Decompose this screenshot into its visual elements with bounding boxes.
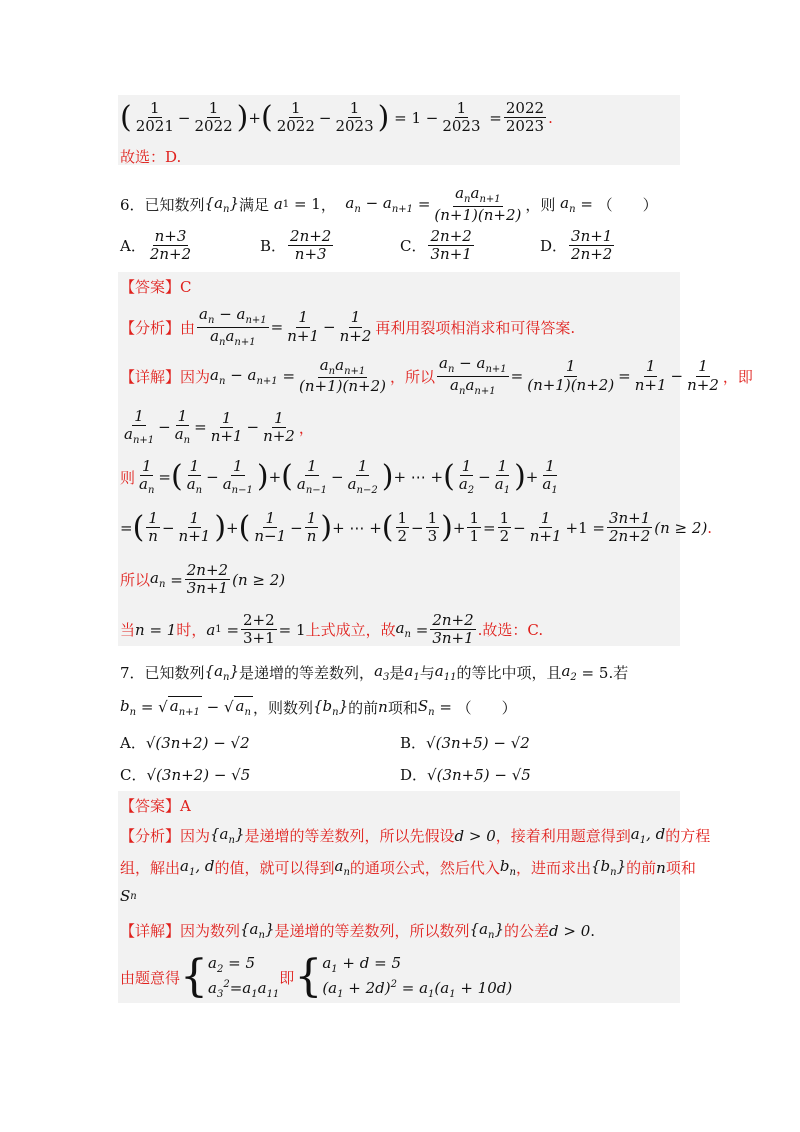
- q6-option-b-label: B．: [260, 237, 287, 256]
- q7-analysis-line3: S n: [120, 887, 137, 905]
- q7-stem-mid5: .若: [608, 664, 629, 682]
- q6-analysis-tail: 再利用裂项相消求和可得答案.: [375, 318, 576, 337]
- q6-then-line: 则 $\frac{1}{a_n}$ = ( $\frac{1}{a_n}$ − $\frac{1}{a_{n-1}}$ ) + ( $\frac{1}{a_{n-1}}$ − $\frac{1}{a_{n-2}}$ ) + ⋯ + ( $\frac{1}{a_2}$ − $\frac{1}{a_1}$ ) + $\frac{1}{a_1}$: [120, 457, 558, 497]
- q7-stem2-mid2: 的前: [348, 698, 379, 717]
- q7-option-a-expr: √(3n+2) − √2: [145, 733, 250, 752]
- q7-option-d-label: D．: [400, 766, 428, 784]
- q7-stem-line2: $b_n$ = √ $a_{n+1}$ − √ $a_n$ ，则数列 $\{b_n\}$ 的前 n 项和 $S_n$ = （ ）: [120, 696, 517, 718]
- q6-stem-mid1: 满足: [239, 195, 270, 214]
- q7-option-c-label: C．: [120, 766, 147, 784]
- q6-option-c-num: 2n+2: [430, 227, 472, 245]
- q6-detail: 【详解】因为 $a_n - a_{n+1}$ = $\frac{a_na_{n+1}}{(n+1)(n+2)}$ ，所以 $\frac{a_n - a_{n+1}}{a_na_{n+1}}$ = $\frac{1}{(n+1)(n+2)}$ = $\frac{1}{n+1}$ − $\frac{1}{n+2}$ ，即: [120, 354, 753, 397]
- q6-option-c-label: C．: [400, 237, 427, 256]
- q7-option-d-expr: √(3n+5) − √5: [427, 765, 531, 784]
- q6-option-d-den: 2n+2: [571, 245, 613, 264]
- q7-analysis-2a: 组，解出: [120, 859, 181, 877]
- q6-option-b[interactable]: [260, 228, 335, 264]
- q7-analysis-1d: 的方程: [665, 827, 711, 845]
- q7-option-b[interactable]: [400, 732, 530, 753]
- q7-stem-mid1: 是递增的等差数列，: [239, 664, 375, 682]
- q7-system-line: 由题意得 { $a_2 = 5$ $a_3^2=a_1a_{11}$ 即 { $a_1 + d = 5$ $(a_1 + 2d)^2 = a_1(a_1 + 10d)$: [120, 951, 513, 1002]
- q6-when-label: 当: [120, 621, 136, 640]
- q6-option-a-num: n+3: [154, 227, 187, 245]
- q6-answer: 【答案】C: [120, 278, 192, 296]
- q6-option-a-den: 2n+2: [149, 245, 192, 264]
- q6-when-tail1: 上式成立，故: [305, 621, 396, 640]
- q6-analysis: 【分析】由 $\frac{a_n - a_{n+1}}{a_na_{n+1}}$ = $\frac{1}{n+1}$ − $\frac{1}{n+2}$ 再利用裂项相消求和可得答案.: [120, 305, 576, 348]
- q7-answer: 【答案】A: [120, 797, 191, 815]
- q6-option-b-num: 2n+2: [290, 227, 332, 245]
- q7-analysis-2d: ，进而求出: [515, 859, 591, 877]
- q7-stem2-mid3: 项和: [387, 698, 418, 717]
- q7-stem2-end: （ ）: [456, 698, 517, 717]
- q6-so-line: 所以 $a_n$ = $\frac{2n+2}{3n+1}$ (n ≥ 2): [120, 561, 286, 598]
- q6-option-d[interactable]: [540, 228, 616, 264]
- q6-when-line: 当 n = 1 时， a 1 = $\frac{2+2}{3+1}$ = 1 上式成立，故 $a_n$ = $\frac{2n+2}{3n+1}$ .故选：C.: [120, 611, 544, 648]
- q6-detail-mid: ，所以: [389, 367, 435, 386]
- q6-then-label: 则: [120, 468, 136, 487]
- q7-detail-b: 是递增的等差数列，所以数列: [274, 922, 470, 940]
- top-choose: 故选：D.: [120, 148, 182, 166]
- q7-option-b-label: B．: [400, 734, 427, 752]
- q6-option-c[interactable]: [400, 228, 476, 264]
- q6-stem-end: （ ）: [597, 195, 658, 214]
- q6-stem-mid2: ，: [320, 195, 336, 214]
- q7-analysis-2c: 的通项公式，然后代入: [349, 859, 500, 877]
- q7-option-d[interactable]: [400, 764, 531, 785]
- q6-option-d-label: D．: [540, 237, 568, 256]
- q7-stem-mid2: 是: [389, 664, 405, 682]
- q6-option-a[interactable]: [120, 228, 195, 264]
- q7-analysis-2f: 项和: [665, 859, 696, 877]
- q7-detail-a: 【详解】因为数列: [120, 922, 241, 940]
- q7-option-a[interactable]: [120, 732, 250, 753]
- q7-detail-line1: 【详解】因为数列 $\{a_n\}$ 是递增的等差数列，所以数列 $\{a_n\}$ 的公差 d > 0 .: [120, 920, 596, 941]
- q7-stem-mid4: 的等比中项，且: [456, 664, 562, 682]
- q7-stem-prefix: 7．已知数列: [120, 664, 205, 682]
- q7-option-c-expr: √(3n+2) − √5: [146, 765, 251, 784]
- q7-analysis-2b: 的值，就可以得到: [214, 859, 335, 877]
- q7-analysis-line2: 组，解出 $a_1$, d 的值，就可以得到 $a_n$ 的通项公式，然后代入 $b_n$ ，进而求出 $\{b_n\}$ 的前 n 项和: [120, 857, 696, 878]
- q7-stem-mid3: 与: [419, 664, 435, 682]
- q6-option-b-den: n+3: [294, 245, 327, 264]
- q6-detail-tail: ，即: [722, 367, 753, 386]
- q7-ie-label: 即: [279, 968, 295, 987]
- q6-stem-prefix: 6．已知数列: [120, 195, 205, 214]
- q6-so-label: 所以: [120, 571, 151, 590]
- q6-detail-label: 【详解】因为: [120, 367, 211, 386]
- q7-option-a-label: A．: [120, 734, 146, 752]
- q7-option-b-expr: √(3n+5) − √2: [426, 733, 530, 752]
- q7-option-c[interactable]: [120, 764, 250, 785]
- q7-analysis-1a: 【分析】因为: [120, 827, 211, 845]
- q6-sum-line: = ( $\frac{1}{n}$ − $\frac{1}{n+1}$ ) + ( $\frac{1}{n-1}$ − $\frac{1}{n}$ ) + ⋯ + ( $\frac{1}{2}$ − $\frac{1}{3}$ ) + $\frac{1}{1}$ = $\frac{1}{2}$ − $\frac{1}{n+1}$ +1 = $\frac{3n+1}{2n+2}$ (n ≥ 2) .: [120, 509, 713, 546]
- q6-stem-mid3: ，则: [525, 195, 556, 214]
- q7-from-label: 由题意得: [120, 968, 181, 987]
- q7-analysis-line1: 【分析】因为 $\{a_n\}$ 是递增的等差数列，所以先假设 d > 0 ，接着利用题意得到 $a_1$, d 的方程: [120, 825, 711, 846]
- q6-stem: 6．已知数列 $\{a_n\}$ 满足 a 1 = 1 ， $a_n - a_{n+1}$ = $\frac{a_na_{n+1}}{(n+1)(n+2)}$ ，则 $a_n$ = （ ）: [120, 184, 658, 224]
- q7-analysis-1c: ，接着利用题意得到: [495, 827, 631, 845]
- q6-detail-line2: $\frac{1}{a_{n+1}}$ − $\frac{1}{a_n}$ = $\frac{1}{n+1}$ − $\frac{1}{n+2}$ ，: [124, 407, 314, 447]
- q7-detail-c: 的公差: [504, 922, 550, 940]
- q6-option-a-label: A．: [120, 237, 146, 256]
- q6-analysis-label: 【分析】由: [120, 318, 196, 337]
- q6-when-tail2: .故选：C.: [477, 621, 544, 640]
- q7-stem2-mid: ，则数列: [252, 698, 313, 717]
- q6-option-d-num: 3n+1: [571, 227, 613, 245]
- q7-stem-line1: 7．已知数列 $\{a_n\}$ 是递增的等差数列， $a_3$ 是 $a_1$ 与 $a_{11}$ 的等比中项，且 $a_2$ = 5 .若: [120, 662, 629, 683]
- q6-when-mid: 时，: [176, 621, 207, 640]
- q6-option-c-den: 3n+1: [430, 245, 472, 264]
- q7-analysis-1b: 是递增的等差数列，所以先假设: [244, 827, 455, 845]
- q7-analysis-2e: 的前: [626, 859, 657, 877]
- top-equation: ( $\frac{1}{2021}$ − $\frac{1}{2022}$ ) + ( $\frac{1}{2022}$ − $\frac{1}{2023}$ ) = 1 − $\frac{1}{2023}$ = $\frac{2022}{2023}$ .: [120, 99, 553, 136]
